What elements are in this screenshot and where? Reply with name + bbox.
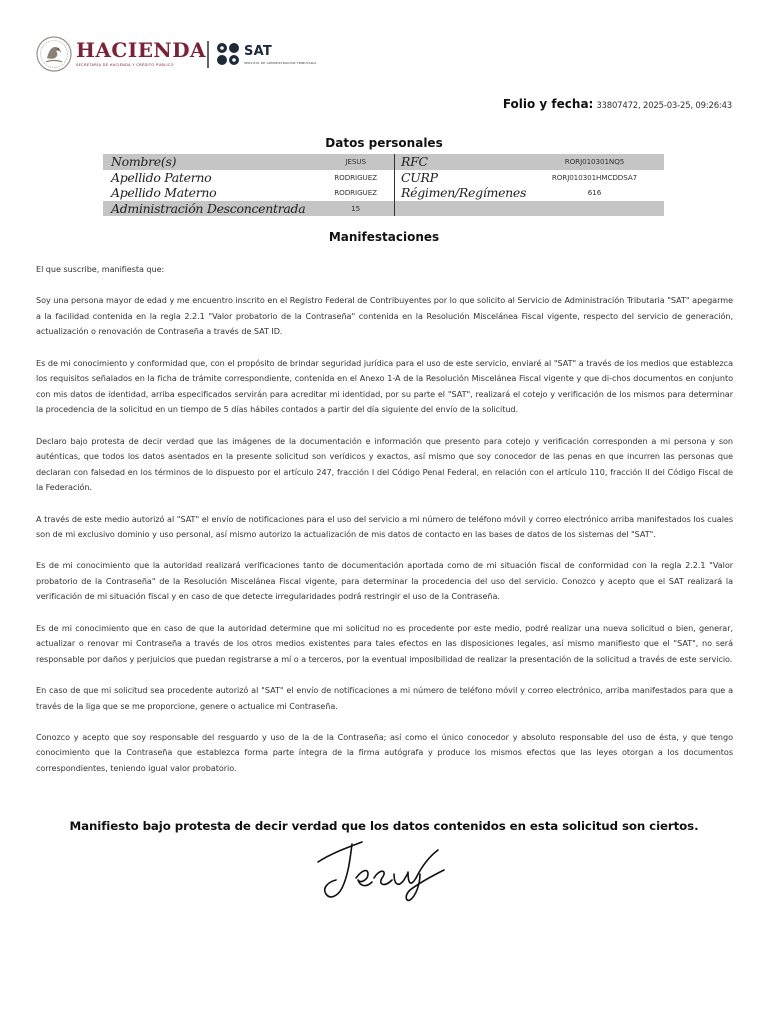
label-regimen: Régimen/Regímenes: [401, 185, 527, 201]
value-apellido-paterno: RODRIGUEZ: [334, 172, 377, 182]
label-curp: CURP: [401, 169, 438, 185]
paragraph: En caso de que mi solicitud sea procedente autorizó al "SAT" el envío de notificaciones a mi número de teléfono móvil y correo electrónico, arriba manifestados para que a través de la liga que se me proporcione, genere o actualice mi Contraseña.: [36, 685, 733, 711]
paragraph: Conozco y acepto que soy responsable del resguardo y uso de la de la Contraseña; así como el único conocedor y absoluto responsable del uso de ésta, y que tengo conocimiento que la Contraseña que establezca forma parte íntegra de la firma autógrafa y produce los mismos efectos que las leyes otorgan a los documentos correspondientes, teniendo igual valor probatorio.: [36, 731, 733, 773]
table-row: [103, 170, 664, 186]
paragraph: El que suscribe, manifiesta que:: [36, 264, 165, 274]
datos-personales-title: Datos personales: [325, 136, 443, 150]
table-row: [103, 185, 664, 201]
folio-value: 33807472, 2025-03-25, 09:26:43: [596, 101, 732, 111]
folio-line: [503, 93, 732, 112]
paragraph: Soy una persona mayor de edad y me encuentro inscrito en el Registro Federal de Contribuyentes por lo que solicito al Servicio de Administración Tributaria "SAT" apegarme a la facilidad contenida en la regla 2.2.1 "Valor probatorio de la Contraseña" contenida en la Resolución Miscelánea Fiscal vigente, respecto del servicio de generación, actualización o renovación de Contraseña a través de SAT ID.: [36, 295, 733, 337]
paragraph: A través de este medio autorizó al "SAT" el envío de notificaciones para el uso del servicio a mi número de teléfono móvil y correo electrónico arriba manifestados los cuales son de mi exclusivo dominio y uso personal, así mismo autorizo la actualización de mis datos de contacto en las bases de datos de los sistemas del "SAT".: [36, 513, 733, 540]
manifestaciones-body: [36, 262, 733, 792]
datos-personales-table: [103, 154, 664, 216]
label-apellido-materno: Apellido Materno: [111, 185, 217, 201]
label-apellido-paterno: Apellido Paterno: [111, 169, 212, 185]
final-declaration: Manifiesto bajo protesta de decir verdad que los datos contenidos en esta solicitud son ciertos.: [69, 819, 699, 833]
manifestaciones-title: Manifestaciones: [328, 230, 440, 244]
hacienda-logo-text: HACIENDA: [76, 38, 207, 62]
paragraph: Declaro bajo protesta de decir verdad que las imágenes de la documentación e información que presento para cotejo y verificación corresponden a mi persona y son auténticas, que todos los datos asentados en la presente solicitud son verídicos y exactos, así mismo que soy conocedor de las penas en que incurren las personas que declaran con falsedad en los términos de lo dispuesto por el artículo 247, fracción I del Código Penal Federal, en relación con el artículo 110, fracción II del Código Fiscal de la Federación.: [36, 435, 733, 493]
sat-logo-text: SAT: [244, 44, 272, 59]
label-rfc: RFC: [401, 154, 428, 170]
label-administracion: Administración Desconcentrada: [111, 200, 306, 216]
value-administracion: 15: [351, 203, 361, 213]
sat-logo-icon: [216, 42, 242, 66]
sat-subtitle: SERVICIO DE ADMINISTRACIÓN TRIBUTARIA: [244, 61, 317, 65]
value-apellido-materno: RODRIGUEZ: [334, 188, 377, 198]
table-row: [103, 201, 664, 217]
value-curp: RORJ010301HMCDDSA7: [551, 172, 638, 182]
paragraph: Es de mi conocimiento y conformidad que, con el propósito de brindar seguridad jurídica para el uso de este servicio, enviaré al "SAT" a través de los medios que establezca los requisitos señalados en la ficha de trámite correspondiente, contenida en el Anexo 1-A de la Resolución Miscelánea Fiscal vigente y que di-chos documentos en conjunto con mis datos de identidad, arriba especificados servirán para acreditar mi identidad, por su parte el "SAT", realizará el cotejo y verificación de los mismos para determinar la procedencia de la solicitud en un tiempo de 5 días hábiles contados a partir del día siguiente del envío de la solicitud.: [36, 357, 733, 415]
paragraph: Es de mi conocimiento que en caso de que la autoridad determine que mi solicitud no es procedente por este medio, podré realizar una nueva solicitud o bien, generar, actualizar o renovar mi Contraseña a través de los otros medios existentes para tales efectos en las disposiciones legales, así mismo manifiesto que el "SAT", no será responsable por daños y perjuicios que puedan registrarse a mí o a terceros, por la eventual imposibilidad de realizar la presentación de la solicitud a través de este servicio.: [36, 622, 733, 664]
value-nombre: JESUS: [345, 157, 366, 167]
paragraph: Es de mi conocimiento que la autoridad realizará verificaciones tanto de documentación aportada como de mi situación fiscal de conformidad con la regla 2.2.1 "Valor probatorio de la Contraseña" de la Resolución Miscelánea Fiscal vigente, para determinar la procedencia del uso del servicio. Conozco y acepto que el SAT realizará la verificación de mi situación fiscal y en caso de que detecte irregularidades podrá restringir el uso de la Contraseña.: [36, 560, 733, 602]
header-divider: [207, 41, 209, 68]
table-row: [103, 154, 664, 170]
mexico-seal-icon: [36, 36, 72, 72]
header-logos: [36, 36, 366, 78]
value-regimen: 616: [587, 188, 602, 198]
hacienda-subtitle: SECRETARÍA DE HACIENDA Y CRÉDITO PÚBLICO: [76, 63, 174, 67]
value-rfc: RORJ010301NQ5: [564, 157, 625, 167]
label-nombre: Nombre(s): [111, 154, 177, 170]
folio-label: Folio y fecha:: [502, 97, 594, 111]
signature-image: [312, 834, 460, 904]
